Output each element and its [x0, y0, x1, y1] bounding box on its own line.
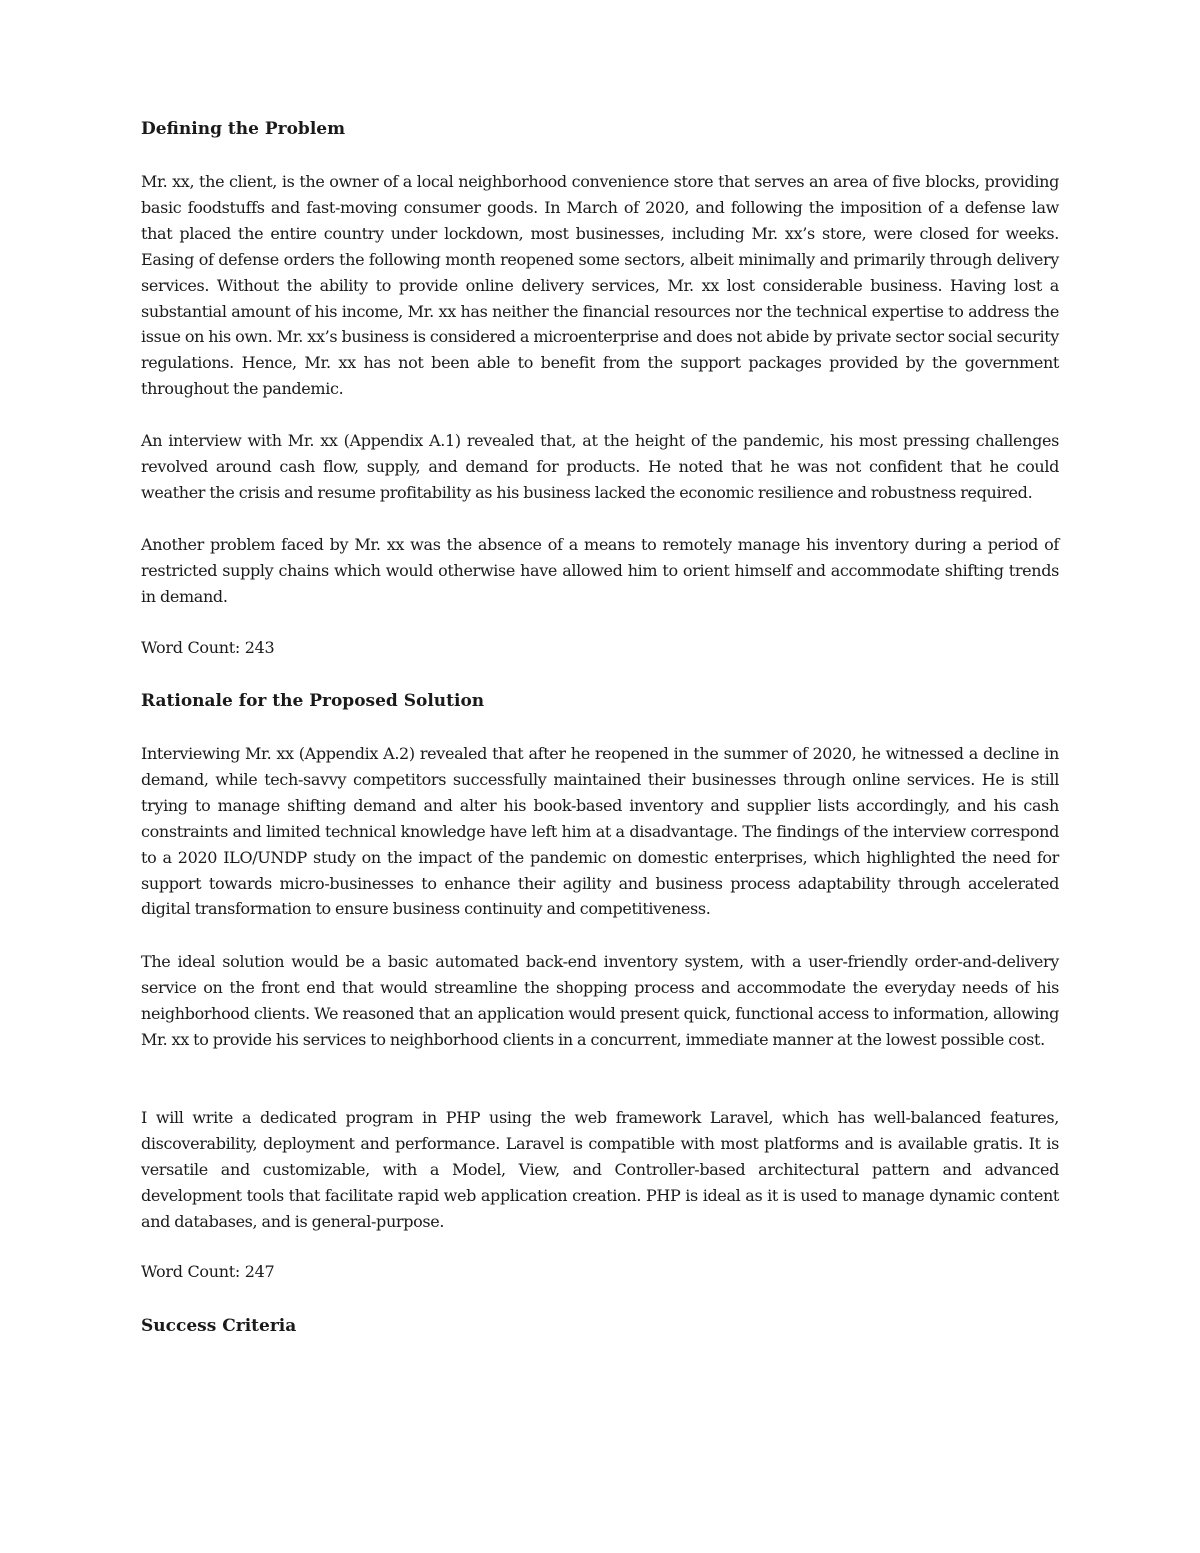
- paragraph-inventory-problem: Another problem faced by Mr. xx was the absence of a means to remotely manage his inventory during a period of restricted supply chains which would otherwise have allowed him to orient himself and accommodate shifting trends in demand.: [141, 535, 1059, 606]
- word-count-section1: Word Count: 243: [141, 638, 275, 657]
- paragraph-interview-a1: An interview with Mr. xx (Appendix A.1) revealed that, at the height of the pandemic, his most pressing challenges revolved around cash flow, supply, and demand for products. He noted that he was not confident that he could weather the crisis and resume profitability as his business lacked the economic resilience and robustness required.: [141, 431, 1059, 502]
- paragraph-interview-a2: Interviewing Mr. xx (Appendix A.2) revealed that after he reopened in the summer of 2020, he witnessed a decline in demand, while tech-savvy competitors successfully maintained their businesses through online services. He is still trying to manage shifting demand and alter his book-based inventory and supplier lists accordingly, and his cash constraints and limited technical knowledge have left him at a disadvantage. The findings of the interview correspond to a 2020 ILO/UNDP study on the impact of the pandemic on domestic enterprises, which highlighted the need for support towards micro-businesses to enhance their agility and business process adaptability through accelerated digital transformation to ensure business continuity and competitiveness.: [141, 744, 1059, 919]
- section-heading-success-criteria: Success Criteria: [141, 1316, 297, 1336]
- paragraph-problem-overview: Mr. xx, the client, is the owner of a local neighborhood convenience store that serves an area of five blocks, providing basic foodstuffs and fast-moving consumer goods. In March of 2020, and following the imposition of a defense law that placed the entire country under lockdown, most businesses, including Mr. xx’s store, were closed for weeks. Easing of defense orders the following month reopened some sectors, albeit minimally and primarily through delivery services. Without the ability to provide online delivery services, Mr. xx lost considerable business. Having lost a substantial amount of his income, Mr. xx has neither the financial resources nor the technical expertise to address the issue on his own. Mr. xx’s business is considered a microenterprise and does not abide by private sector social security regulations. Hence, Mr. xx has not been able to benefit from the support packages provided by the government throughout the pandemic.: [141, 172, 1059, 399]
- section-heading-defining-problem: Defining the Problem: [141, 119, 346, 139]
- paragraph-php-laravel: I will write a dedicated program in PHP using the web framework Laravel, which has well-balanced features, discoverability, deployment and performance. Laravel is compatible with most platforms and is available gratis. It is versatile and customizable, with a Model, View, and Controller-based architectural pattern and advanced development tools that facilitate rapid web application creation. PHP is ideal as it is used to manage dynamic content and databases, and is general-purpose.: [141, 1108, 1059, 1231]
- word-count-section2: Word Count: 247: [141, 1262, 275, 1281]
- paragraph-ideal-solution: The ideal solution would be a basic automated back-end inventory system, with a user-friendly order-and-delivery service on the front end that would streamline the shopping process and accommodate the everyday needs of his neighborhood clients. We reasoned that an application would present quick, functional access to information, allowing Mr. xx to provide his services to neighborhood clients in a concurrent, immediate manner at the lowest possible cost.: [141, 952, 1059, 1049]
- section-heading-rationale: Rationale for the Proposed Solution: [141, 691, 485, 711]
